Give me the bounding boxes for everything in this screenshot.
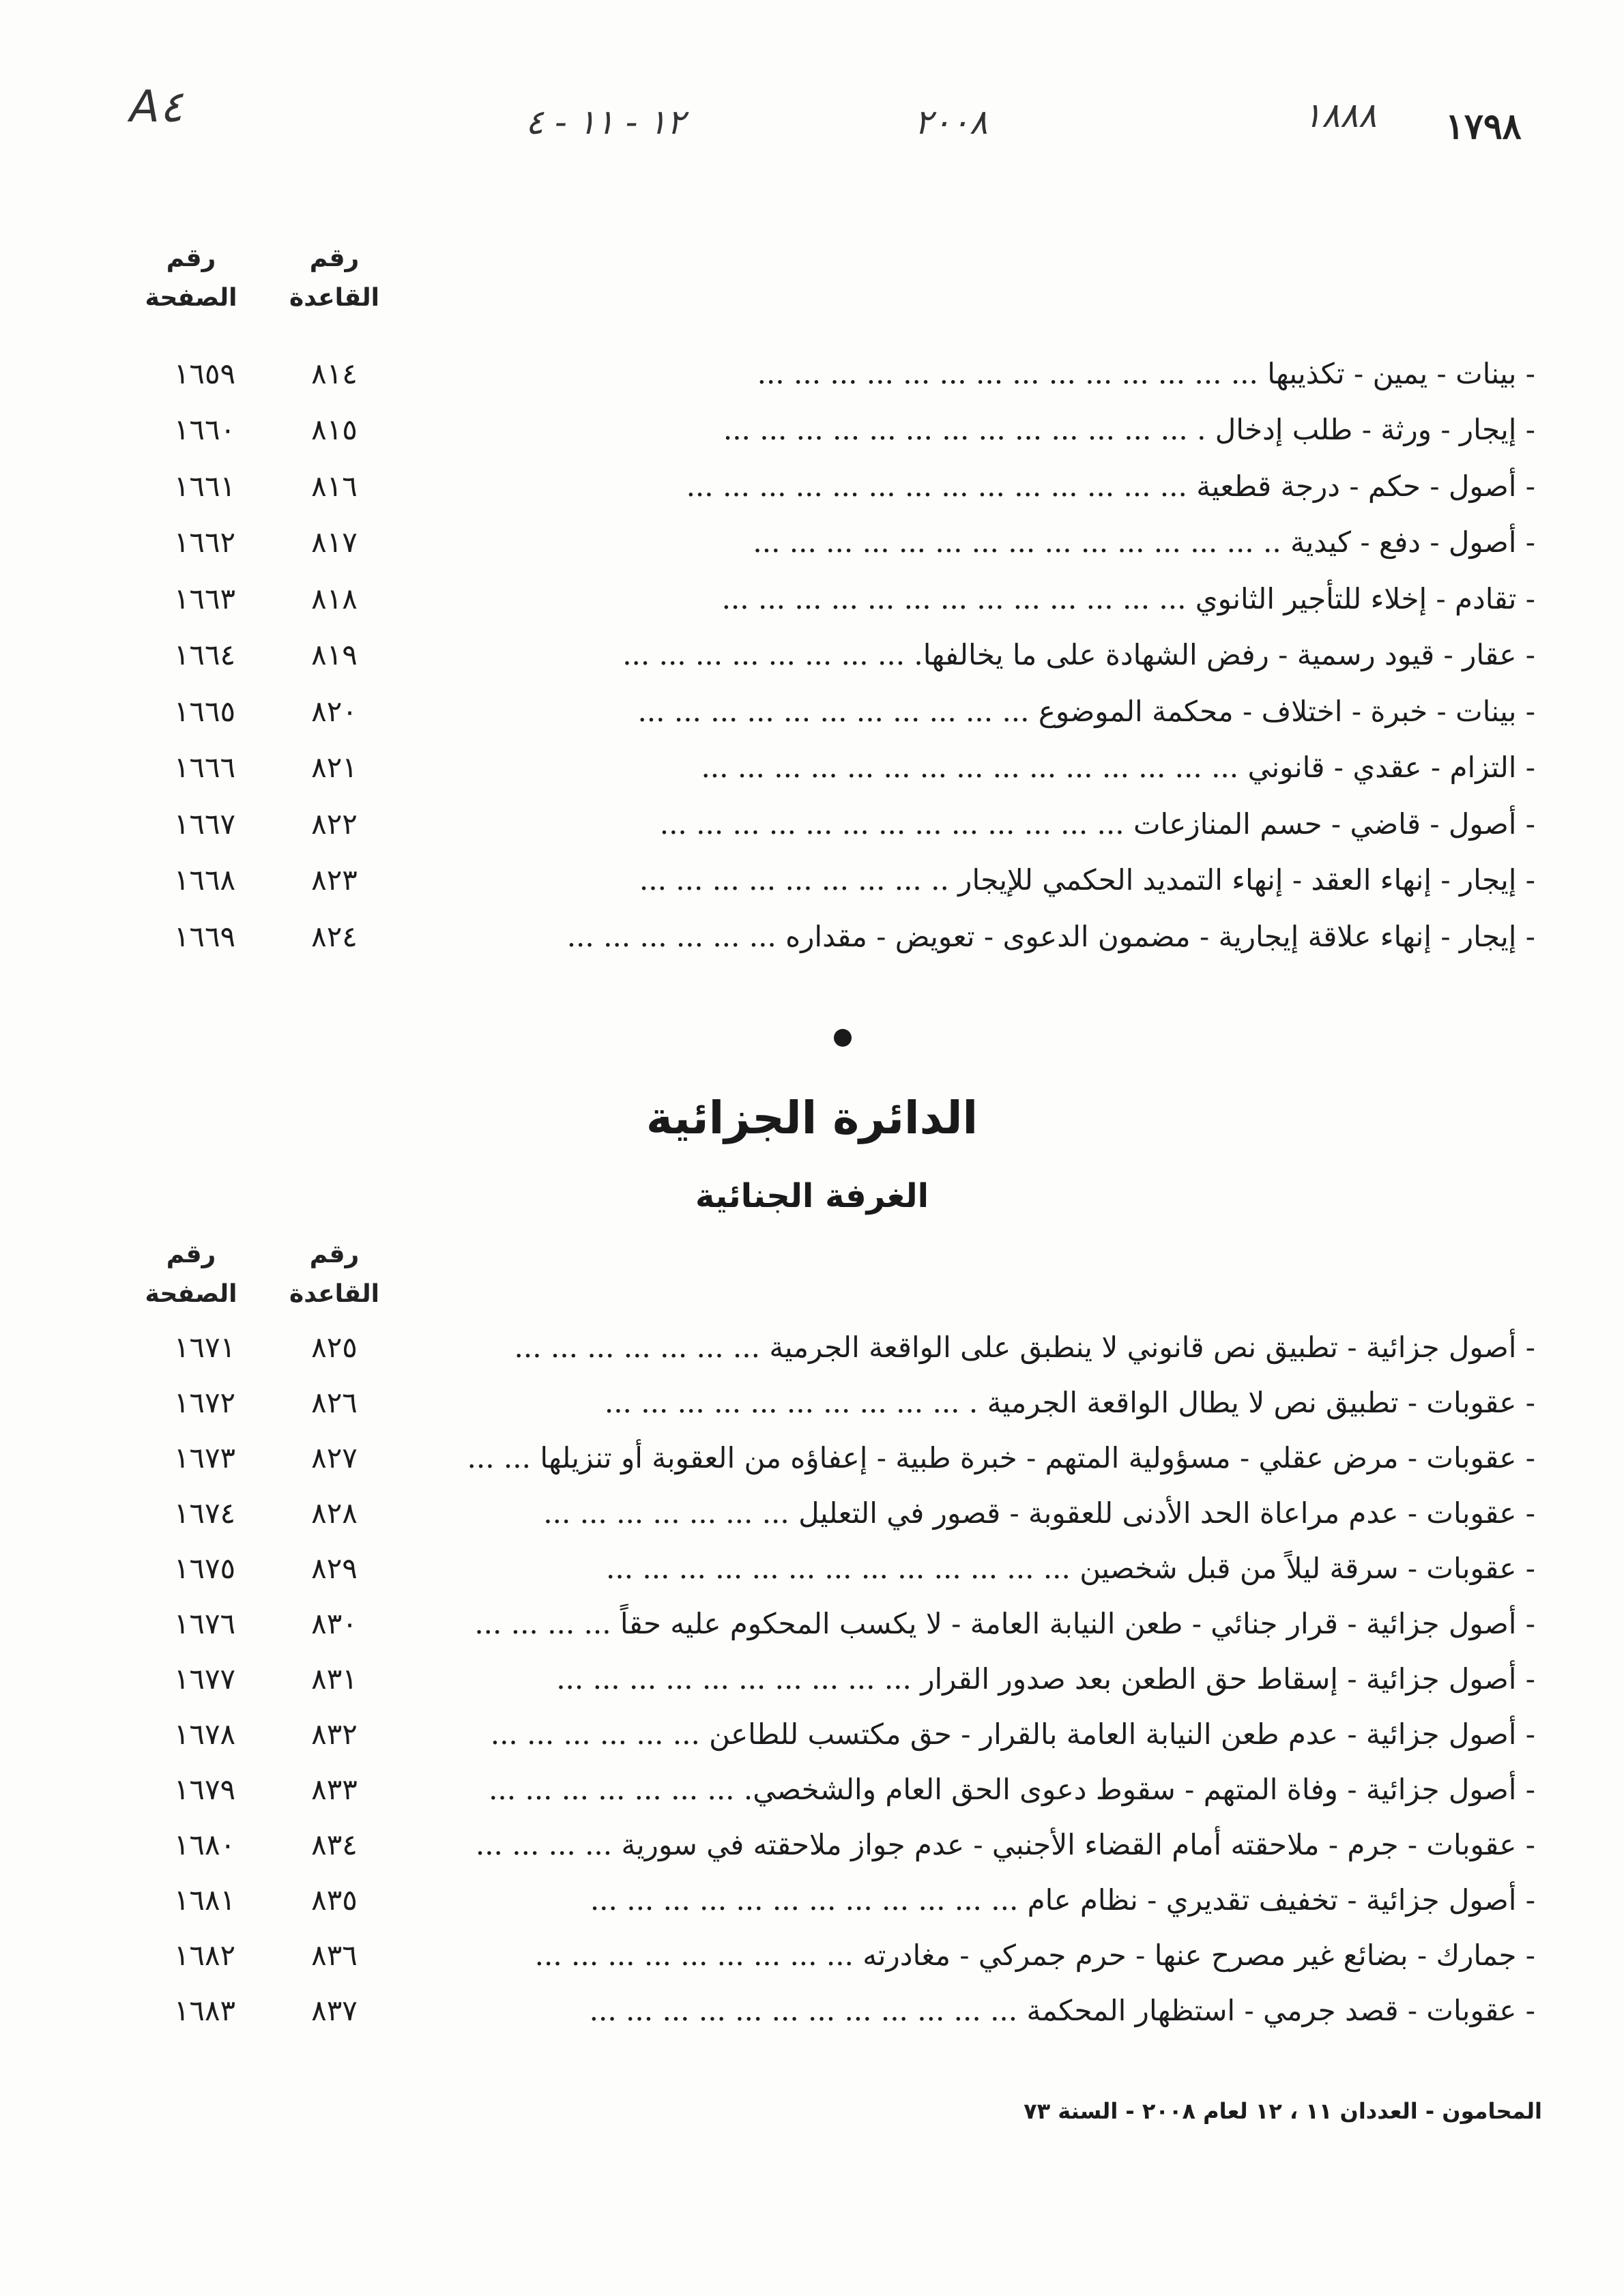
- page-reference: ١٦٧٣: [173, 1441, 236, 1474]
- index-entry: - إيجار - إنهاء علاقة إيجارية - مضمون الدعوى - تعويض - مقداره ... ... ... ... ... ...: [566, 920, 1535, 953]
- index-entry: - إيجار - إنهاء العقد - إنهاء التمديد الحكمي للإيجار .. ... ... ... ... ... ... ... ...: [639, 863, 1535, 897]
- index-row: [136, 1983, 1535, 2045]
- index-entry: - بينات - يمين - تكذيبها ... ... ... ... ... ... ... ... ... ... ... ... ... ...: [757, 357, 1535, 390]
- index-entry: - أصول جزائية - قرار جنائي - طعن النيابة العامة - لا يكسب المحكوم عليه حقاً ... ... ... ...: [474, 1607, 1535, 1640]
- index-entry: - أصول - حكم - درجة قطعية ... ... ... ... ... ... ... ... ... ... ... ... ... ...: [686, 469, 1535, 503]
- rule-number-heading: [266, 239, 403, 318]
- rule-number: ٨٢٢: [311, 807, 358, 841]
- handwritten-year: ٢٠٠٨: [914, 102, 988, 142]
- page-reference: ١٦٨٠: [173, 1828, 236, 1861]
- rule-number: ٨١٤: [311, 357, 358, 390]
- index-row: [136, 1431, 1535, 1492]
- index-entry: - عقار - قيود رسمية - رفض الشهادة على ما يخالفها. ... ... ... ... ... ... ... ...: [622, 638, 1535, 671]
- page-heading-line-2: الصفحة: [145, 1280, 237, 1308]
- index-row: [136, 1376, 1535, 1437]
- page-reference: ١٦٦٥: [173, 695, 236, 728]
- index-row: [136, 1597, 1535, 1658]
- page-reference: ١٦٦٨: [173, 863, 236, 897]
- page-number: ١٧٩٨: [1445, 106, 1522, 147]
- index-row: [136, 515, 1535, 577]
- index-entry: - عقوبات - مرض عقلي - مسؤولية المتهم - خبرة طبية - إعفاؤه من العقوبة أو تنزيلها ... ...: [467, 1441, 1535, 1474]
- index-entry: - أصول جزائية - إسقاط حق الطعن بعد صدور القرار ... ... ... ... ... ... ... ... ... ...: [556, 1662, 1535, 1696]
- index-entry: - أصول جزائية - وفاة المتهم - سقوط دعوى الحق العام والشخصي. ... ... ... ... ... ... ...: [489, 1773, 1535, 1806]
- page-heading-line-1: رقم: [166, 1240, 216, 1268]
- index-entry: - تقادم - إخلاء للتأجير الثانوي ... ... ... ... ... ... ... ... ... ... ... ... ...: [721, 582, 1535, 615]
- index-row: [136, 797, 1535, 858]
- page-reference: ١٦٧٨: [173, 1717, 236, 1751]
- index-entry: - إيجار - ورثة - طلب إدخال . ... ... ... ... ... ... ... ... ... ... ... ... ...: [723, 413, 1535, 446]
- rule-number: ٨٣١: [311, 1662, 358, 1696]
- rule-number: ٨١٩: [311, 638, 358, 671]
- rule-heading-line-1: رقم: [309, 244, 360, 272]
- page-reference: ١٦٧١: [173, 1331, 236, 1364]
- index-entry: - التزام - عقدي - قانوني ... ... ... ... ... ... ... ... ... ... ... ... ... ... ...: [701, 751, 1535, 784]
- page-heading-line-2: الصفحة: [145, 284, 237, 312]
- index-entry: - جمارك - بضائع غير مصرح عنها - حرم جمركي - مغادرته ... ... ... ... ... ... ... ... ...: [534, 1938, 1535, 1972]
- section-subtitle: الغرفة الجنائية: [695, 1177, 929, 1215]
- rule-number: ٨٣٤: [311, 1828, 358, 1861]
- page-reference: ١٦٧٥: [173, 1552, 236, 1585]
- handwritten-date: ١٢ - ١١ - ٤: [525, 102, 685, 142]
- page-reference: ١٦٦٩: [173, 920, 236, 953]
- index-row: [136, 1541, 1535, 1603]
- rule-heading-line-2: القاعدة: [289, 284, 379, 312]
- page-reference: ١٦٧٦: [173, 1607, 236, 1640]
- page-reference: ١٦٨٢: [173, 1938, 236, 1972]
- page-reference: ١٦٦١: [173, 469, 236, 503]
- page-reference: ١٦٦٦: [173, 751, 236, 784]
- index-row: [136, 1873, 1535, 1934]
- page-number-heading: [123, 239, 259, 318]
- page-reference: ١٦٦٤: [173, 638, 236, 671]
- index-row: [136, 1818, 1535, 1879]
- rule-number: ٨٢٠: [311, 695, 358, 728]
- rule-number: ٨٢٣: [311, 863, 358, 897]
- page-reference: ١٦٧٢: [173, 1386, 236, 1419]
- index-row: [136, 572, 1535, 633]
- page-reference: ١٦٧٤: [173, 1496, 236, 1530]
- rule-number: ٨١٨: [311, 582, 358, 615]
- index-entry: - عقوبات - تطبيق نص لا يطال الواقعة الجرمية . ... ... ... ... ... ... ... ... ... ...: [604, 1386, 1535, 1419]
- rule-number: ٨٢٥: [311, 1331, 358, 1364]
- index-entry: - أصول جزائية - تخفيف تقديري - نظام عام ... ... ... ... ... ... ... ... ... ... ... ...: [590, 1883, 1535, 1917]
- index-row: [136, 347, 1535, 408]
- page-reference: ١٦٦٧: [173, 807, 236, 841]
- page-reference: ١٦٨٣: [173, 1994, 236, 2027]
- index-row: [136, 853, 1535, 914]
- index-entry: - بينات - خبرة - اختلاف - محكمة الموضوع ... ... ... ... ... ... ... ... ... ... ...: [637, 695, 1535, 728]
- index-row: [136, 459, 1535, 521]
- index-row: [136, 1707, 1535, 1769]
- index-entry: - عقوبات - سرقة ليلاً من قبل شخصين ... ... ... ... ... ... ... ... ... ... ... ... ...: [606, 1552, 1535, 1585]
- page-reference: ١٦٧٩: [173, 1773, 236, 1806]
- page-heading-line-1: رقم: [166, 244, 216, 272]
- index-row: [136, 740, 1535, 802]
- rule-number: ٨٣٧: [311, 1994, 358, 2027]
- rule-number: ٨١٥: [311, 413, 358, 446]
- rule-number: ٨٣٠: [311, 1607, 358, 1640]
- index-entry: - عقوبات - عدم مراعاة الحد الأدنى للعقوبة - قصور في التعليل ... ... ... ... ... ... ...: [543, 1496, 1535, 1530]
- index-row: [136, 684, 1535, 746]
- index-row: [136, 403, 1535, 464]
- index-entry: - عقوبات - جرم - ملاحقته أمام القضاء الأجنبي - عدم جواز ملاحقته في سورية ... ... ... ...: [475, 1828, 1535, 1861]
- rule-heading-line-1: رقم: [309, 1240, 360, 1268]
- handwritten-ref: ١٨٨٨: [1303, 96, 1377, 135]
- rule-number: ٨١٦: [311, 469, 358, 503]
- rule-number: ٨٢٩: [311, 1552, 358, 1585]
- rule-number: ٨٢٨: [311, 1496, 358, 1530]
- index-row: [136, 628, 1535, 689]
- rule-number: ٨٣٦: [311, 1938, 358, 1972]
- page-reference: ١٦٥٩: [173, 357, 236, 390]
- page-reference: ١٦٨١: [173, 1883, 236, 1917]
- index-entry: - أصول جزائية - تطبيق نص قانوني لا ينطبق على الواقعة الجرمية ... ... ... ... ... ... ...: [514, 1331, 1535, 1364]
- index-row: [136, 910, 1535, 971]
- index-entry: - أصول - دفع - كيدية .. ... ... ... ... ... ... ... ... ... ... ... ... ... ...: [753, 525, 1535, 559]
- index-row: [136, 1652, 1535, 1713]
- journal-footer: المحامون - العددان ١١ ، ١٢ لعام ٢٠٠٨ - السنة ٧٣: [1024, 2098, 1542, 2124]
- rule-heading-line-2: القاعدة: [289, 1280, 379, 1308]
- rule-number: ٨٢١: [311, 751, 358, 784]
- page-number-heading: [123, 1235, 259, 1314]
- rule-number-heading: [266, 1235, 403, 1314]
- rule-number: ٨٢٦: [311, 1386, 358, 1419]
- page-reference: ١٦٧٧: [173, 1662, 236, 1696]
- index-row: [136, 1320, 1535, 1382]
- rule-number: ٨٣٥: [311, 1883, 358, 1917]
- page-reference: ١٦٦٠: [173, 413, 236, 446]
- section-separator-dot: [834, 1029, 852, 1047]
- section-title: الدائرة الجزائية: [646, 1092, 978, 1144]
- handwritten-mark: A٤: [130, 82, 184, 132]
- rule-number: ٨٣٢: [311, 1717, 358, 1751]
- rule-number: ٨٢٧: [311, 1441, 358, 1474]
- rule-number: ٨٣٣: [311, 1773, 358, 1806]
- index-row: [136, 1928, 1535, 1990]
- rule-number: ٨٢٤: [311, 920, 358, 953]
- index-entry: - أصول - قاضي - حسم المنازعات ... ... ... ... ... ... ... ... ... ... ... ... ...: [659, 807, 1535, 841]
- index-row: [136, 1486, 1535, 1547]
- rule-number: ٨١٧: [311, 525, 358, 559]
- index-entry: - أصول جزائية - عدم طعن النيابة العامة بالقرار - حق مكتسب للطاعن ... ... ... ... ... ...: [490, 1717, 1535, 1751]
- page-reference: ١٦٦٢: [173, 525, 236, 559]
- index-entry: - عقوبات - قصد جرمي - استظهار المحكمة ... ... ... ... ... ... ... ... ... ... ... ...: [589, 1994, 1535, 2027]
- index-row: [136, 1762, 1535, 1824]
- page-reference: ١٦٦٣: [173, 582, 236, 615]
